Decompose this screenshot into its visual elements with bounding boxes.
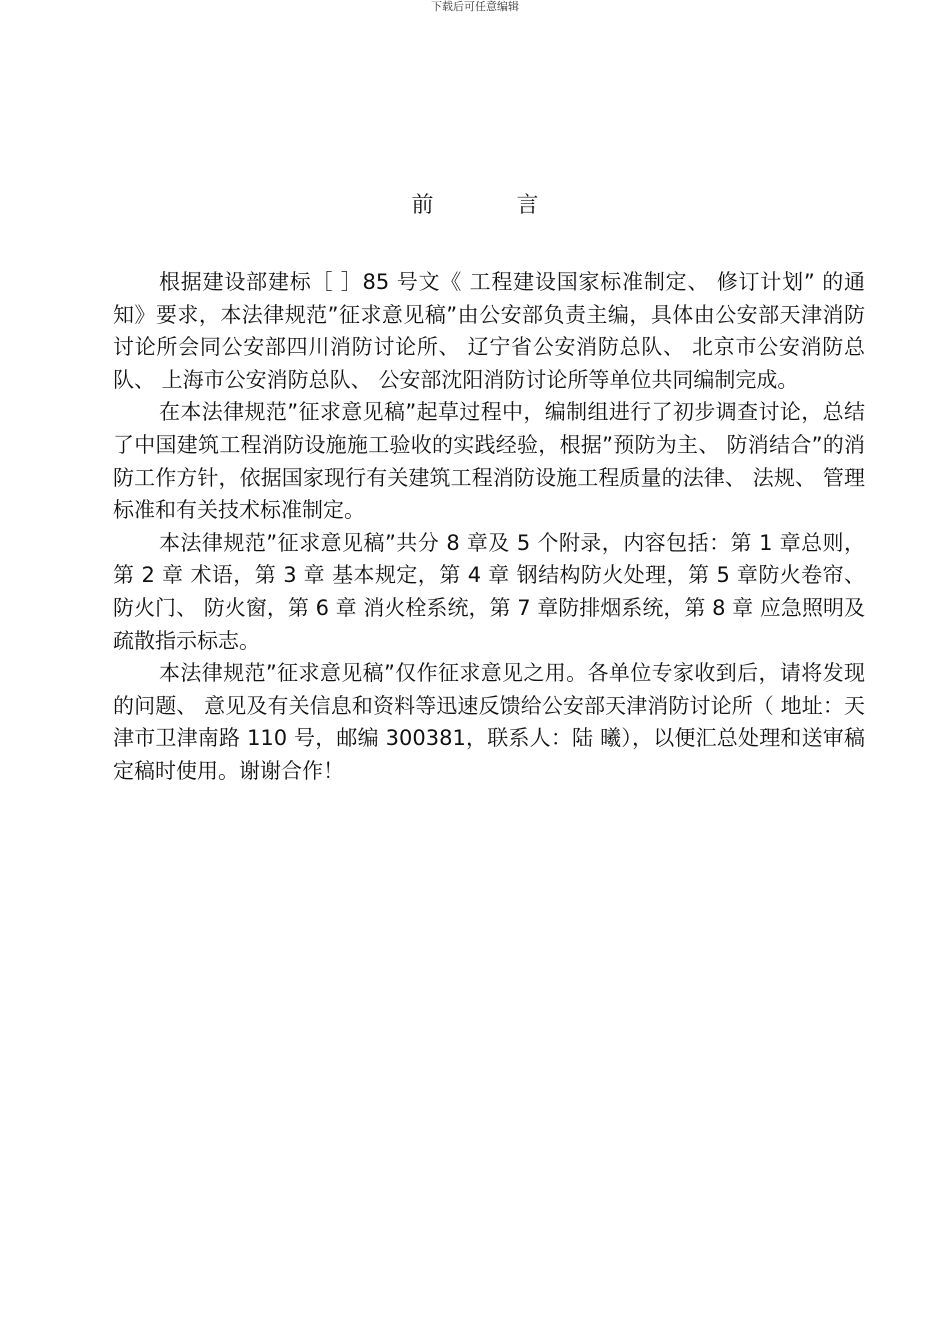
paragraph-3: 本法律规范”征求意见稿”共分 8 章及 5 个附录，内容包括：第 1 章总则，第 2 章 术语，第 3 章 基本规定，第 4 章 钢结构防火处理，第 5 章防火卷帘、 防火门、 防火窗，第 6 章 消火栓系统，第 7 章防排烟系统，第 8 章 应急照明及疏散指示标志。	[113, 530, 865, 653]
paragraph-1: 根据建设部建标［ ］85 号文《 工程建设国家标准制定、 修订计划” 的通知》要求，本法律规范”征求意见稿”由公安部负责主编，具体由公安部天津消防讨论所会同公安部四川消防讨论所、 辽宁省公安消防总队、 北京市公安消防总队、 上海市公安消防总队、 公安部沈阳消防讨论所等单位共同编制完成。	[113, 270, 865, 392]
document-body	[113, 266, 865, 788]
paragraph-4: 本法律规范”征求意见稿”仅作征求意见之用。各单位专家收到后，请将发现的问题、 意见及有关信息和资料等迅速反馈给公安部天津消防讨论所（ 地址：天津市卫津南路 110 号，邮编 300381，联系人：陆 曦），以便汇总处理和送审稿定稿时使用。谢谢合作！	[113, 661, 865, 783]
page-header-note: 下载后可任意编辑	[431, 0, 519, 13]
paragraph-2: 在本法律规范”征求意见稿”起草过程中，编制组进行了初步调查讨论，总结了中国建筑工程消防设施施工验收的实践经验，根据”预防为主、 防消结合”的消防工作方针，依据国家现行有关建筑工程消防设施工程质量的法律、 法规、 管理标准和有关技术标准制定。	[113, 400, 865, 523]
document-title: 前 言	[411, 193, 577, 218]
